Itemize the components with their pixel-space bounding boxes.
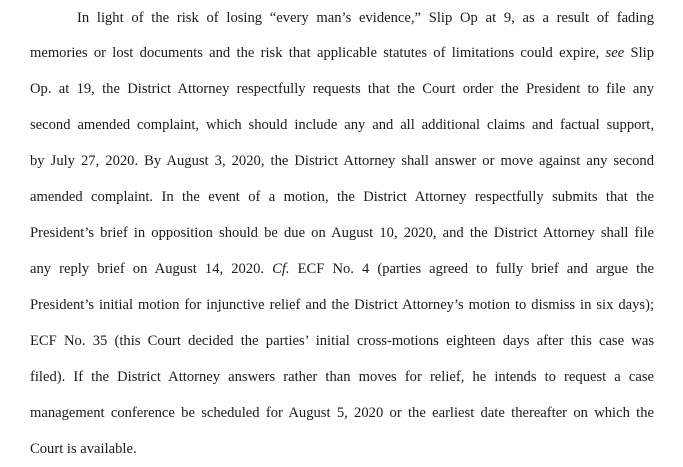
paragraph-line-1 bbox=[77, 9, 654, 27]
paragraph-line-12 bbox=[30, 404, 654, 422]
text-segment: Slip bbox=[624, 45, 654, 61]
text-segment: Court is available. bbox=[30, 441, 137, 457]
paragraph-line-3 bbox=[30, 80, 654, 98]
paragraph-line-6 bbox=[30, 188, 654, 206]
text-segment: President’s brief in opposition should be due on August 10, 2020, and the District Attorney shall file bbox=[30, 225, 654, 241]
text-segment: Op. at 19, the District Attorney respectfully requests that the Court order the President to file any bbox=[30, 81, 654, 97]
text-segment: memories or lost documents and the risk that applicable statutes of limitations could expire, bbox=[30, 45, 606, 61]
text-segment: In light of the risk of losing “every man’s evidence,” Slip Op at 9, as a result of fading bbox=[77, 10, 654, 26]
text-segment: second amended complaint, which should include any and all additional claims and factual support, bbox=[30, 117, 654, 133]
text-segment: filed). If the District Attorney answers rather than moves for relief, he intends to request a case bbox=[30, 369, 654, 385]
text-segment: management conference be scheduled for August 5, 2020 or the earliest date thereafter on which the bbox=[30, 405, 654, 421]
text-segment: any reply brief on August 14, 2020. bbox=[30, 261, 273, 277]
paragraph-line-4 bbox=[30, 116, 654, 134]
text-segment: by July 27, 2020. By August 3, 2020, the District Attorney shall answer or move against any second bbox=[30, 153, 654, 169]
paragraph-line-10 bbox=[30, 332, 654, 350]
paragraph-line-11 bbox=[30, 368, 654, 386]
italic-signal-cf: Cf. bbox=[272, 261, 290, 277]
paragraph-line-2 bbox=[30, 44, 654, 62]
paragraph-line-5 bbox=[30, 152, 654, 170]
italic-signal-see: see bbox=[605, 45, 625, 61]
paragraph-line-8 bbox=[30, 260, 654, 278]
paragraph-line-13 bbox=[30, 440, 137, 458]
paragraph-line-9 bbox=[30, 296, 654, 314]
text-segment: ECF No. 35 (this Court decided the parties’ initial cross-motions eighteen days after this case was bbox=[30, 333, 654, 349]
paragraph-line-7 bbox=[30, 224, 654, 242]
text-segment: amended complaint. In the event of a motion, the District Attorney respectfully submits that the bbox=[30, 189, 654, 205]
text-segment: President’s initial motion for injunctive relief and the District Attorney’s motion to dismiss in six days); bbox=[30, 297, 654, 313]
text-segment: ECF No. 4 (parties agreed to fully brief and argue the bbox=[289, 261, 654, 277]
